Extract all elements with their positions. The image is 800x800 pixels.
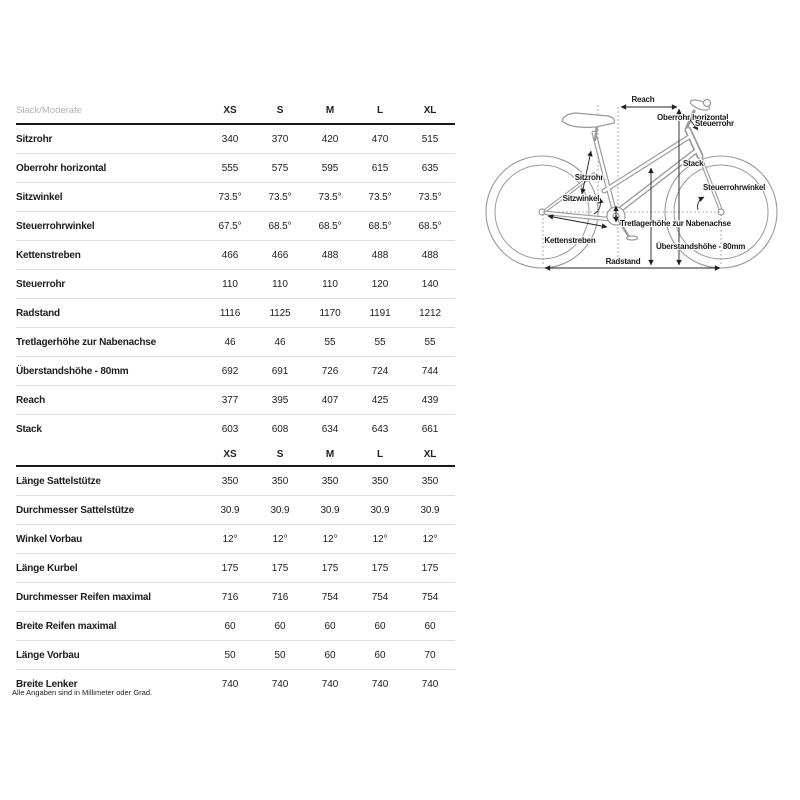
geometry-value: 12° <box>422 533 438 545</box>
geometry-value: 340 <box>221 133 239 145</box>
diagram-label-stack: Stack <box>683 159 704 168</box>
head-angle-arc <box>698 197 704 210</box>
geometry-row-label: Länge Vorbau <box>16 649 80 661</box>
geometry-value: 425 <box>371 394 389 406</box>
size-column-header: XL <box>423 448 437 460</box>
geometry-value: 377 <box>221 394 239 406</box>
table-row <box>16 270 455 299</box>
size-column-header: XS <box>223 104 237 116</box>
geometry-value: 515 <box>421 133 439 145</box>
size-column-header: L <box>376 448 383 460</box>
geometry-value: 55 <box>324 336 336 348</box>
geometry-value: 661 <box>421 423 439 435</box>
geometry-row-label: Tretlagerhöhe zur Nabenachse <box>16 336 157 348</box>
geometry-value: 73.5° <box>318 191 342 203</box>
geometry-value: 68.5° <box>368 220 392 232</box>
table-row <box>16 467 455 496</box>
geometry-value: 1125 <box>269 307 291 319</box>
geometry-value: 60 <box>374 620 386 632</box>
geometry-value: 716 <box>221 591 239 603</box>
geometry-value: 488 <box>371 249 389 261</box>
geometry-value: 634 <box>321 423 339 435</box>
geometry-value: 73.5° <box>418 191 442 203</box>
geometry-row-label: Durchmesser Sattelstütze <box>16 504 135 516</box>
geometry-value: 175 <box>321 562 339 574</box>
geometry-value: 46 <box>274 336 286 348</box>
geometry-value: 30.9 <box>270 504 290 516</box>
geometry-value: 1212 <box>419 307 441 319</box>
geometry-value: 691 <box>271 365 289 377</box>
geometry-value: 175 <box>271 562 289 574</box>
geometry-row-label: Sitzrohr <box>16 133 53 145</box>
geometry-value: 60 <box>324 620 336 632</box>
geometry-value: 73.5° <box>368 191 392 203</box>
diagram-label-headtube: Steuerrohr <box>695 119 734 128</box>
bike-frame <box>546 130 720 219</box>
geometry-value: 110 <box>222 278 238 290</box>
handlebar <box>689 98 711 112</box>
geometry-row-label: Steuerrohr <box>16 278 66 290</box>
geometry-row-label: Kettenstreben <box>16 249 81 261</box>
geometry-value: 420 <box>321 133 339 145</box>
geometry-value: 595 <box>321 162 339 174</box>
geometry-value: 67.5° <box>218 220 242 232</box>
table-row <box>16 583 455 612</box>
geometry-value: 740 <box>421 678 439 690</box>
geometry-row-label: Winkel Vorbau <box>16 533 83 545</box>
table-row <box>16 641 455 670</box>
geometry-value: 740 <box>221 678 239 690</box>
geometry-value: 740 <box>271 678 289 690</box>
geometry-value: 724 <box>371 365 389 377</box>
saddle <box>562 113 614 127</box>
geometry-value: 744 <box>421 365 439 377</box>
geometry-row-label: Radstand <box>16 307 60 319</box>
geometry-value: 140 <box>421 278 439 290</box>
geometry-row-label: Stack <box>16 423 42 435</box>
geometry-value: 50 <box>274 649 286 661</box>
geometry-value: 30.9 <box>220 504 240 516</box>
table-row <box>16 154 455 183</box>
geometry-value: 635 <box>421 162 439 174</box>
table-row <box>16 386 455 415</box>
geometry-value: 754 <box>421 591 439 603</box>
table-row <box>16 241 455 270</box>
geometry-value: 350 <box>221 475 239 487</box>
geometry-value: 73.5° <box>268 191 292 203</box>
diagram-label-wheelbase: Radstand <box>605 257 641 266</box>
geometry-value: 175 <box>371 562 389 574</box>
geometry-value: 30.9 <box>420 504 440 516</box>
geometry-value: 370 <box>271 133 289 145</box>
geometry-value: 466 <box>221 249 239 261</box>
table-row <box>16 299 455 328</box>
geometry-value: 350 <box>271 475 289 487</box>
geometry-row-label: Länge Sattelstütze <box>16 475 101 487</box>
geometry-value: 608 <box>271 423 289 435</box>
size-column-header: S <box>276 448 284 460</box>
geometry-row-label: Steuerrohrwinkel <box>16 220 95 232</box>
geometry-value: 488 <box>421 249 439 261</box>
diagram-label-seat-angle: Sitzwinkel <box>562 194 600 203</box>
table-header-label: Slack/Moderate <box>16 104 83 116</box>
geometry-value: 55 <box>374 336 386 348</box>
geometry-value: 716 <box>271 591 289 603</box>
geometry-value: 692 <box>221 365 239 377</box>
table-row <box>16 554 455 583</box>
diagram-label-chainstay: Kettenstreben <box>544 236 596 245</box>
geometry-value: 73.5° <box>218 191 242 203</box>
geometry-value: 110 <box>322 278 338 290</box>
geometry-value: 120 <box>371 278 389 290</box>
size-column-header: M <box>325 448 335 460</box>
geometry-value: 12° <box>222 533 238 545</box>
geometry-value: 70 <box>424 649 436 661</box>
size-column-header: XS <box>223 448 237 460</box>
geometry-value: 60 <box>424 620 436 632</box>
geometry-value: 555 <box>221 162 239 174</box>
geometry-value: 350 <box>321 475 339 487</box>
geometry-value: 407 <box>321 394 339 406</box>
geometry-value: 466 <box>271 249 289 261</box>
geometry-value: 603 <box>221 423 239 435</box>
diagram-label-headtube-angle: Steuerrohrwinkel <box>703 183 766 192</box>
geometry-value: 68.5° <box>318 220 342 232</box>
geometry-value: 726 <box>321 365 339 377</box>
table-row <box>16 212 455 241</box>
table-row <box>16 525 455 554</box>
size-column-header: M <box>325 104 335 116</box>
diagram-label-reach: Reach <box>631 95 655 104</box>
geometry-value: 60 <box>224 620 236 632</box>
geometry-row-label: Oberrohr horizontal <box>16 162 107 174</box>
geometry-value: 439 <box>421 394 439 406</box>
diagram-label-standover: Überstandshöhe - 80mm <box>656 242 746 251</box>
geometry-value: 350 <box>371 475 389 487</box>
table-row <box>16 183 455 212</box>
geometry-value: 68.5° <box>268 220 292 232</box>
table-row <box>16 612 455 641</box>
table-row <box>16 125 455 154</box>
geometry-value: 12° <box>322 533 338 545</box>
geometry-value: 643 <box>371 423 389 435</box>
geometry-value: 60 <box>374 649 386 661</box>
geometry-value: 12° <box>372 533 388 545</box>
geometry-value: 754 <box>321 591 339 603</box>
geometry-value: 395 <box>271 394 289 406</box>
diagram-label-seattube: Sitzrohr <box>574 173 604 182</box>
geometry-value: 55 <box>424 336 436 348</box>
geometry-row-label: Breite Reifen maximal <box>16 620 117 632</box>
geometry-value: 1116 <box>219 307 241 319</box>
geometry-value: 175 <box>221 562 239 574</box>
diagram-label-toptube-horizontal: Oberrohr horizontal <box>657 113 729 122</box>
units-footnote: Alle Angaben sind in Millimeter oder Grad. <box>12 688 153 697</box>
geometry-value: 740 <box>371 678 389 690</box>
table-row <box>16 328 455 357</box>
geometry-value: 575 <box>271 162 289 174</box>
bike-geometry-diagram <box>480 85 800 285</box>
geometry-row-label: Überstandshöhe - 80mm <box>16 365 129 377</box>
geometry-value: 12° <box>272 533 288 545</box>
geometry-value: 30.9 <box>320 504 340 516</box>
geometry-row-label: Reach <box>16 394 46 406</box>
geometry-value: 30.9 <box>370 504 390 516</box>
geometry-value: 615 <box>371 162 389 174</box>
table-row <box>16 357 455 386</box>
geometry-value: 60 <box>324 649 336 661</box>
pedal <box>627 236 638 240</box>
geometry-value: 754 <box>371 591 389 603</box>
geometry-value: 110 <box>272 278 288 290</box>
geometry-row-label: Durchmesser Reifen maximal <box>16 591 151 603</box>
geometry-value: 1191 <box>369 307 391 319</box>
geometry-value: 470 <box>371 133 389 145</box>
geometry-row-label: Sitzwinkel <box>16 191 63 203</box>
size-column-header: S <box>276 104 284 116</box>
geometry-value: 68.5° <box>418 220 442 232</box>
table-header-row <box>16 443 455 467</box>
geometry-row-label: Länge Kurbel <box>16 562 78 574</box>
geometry-value: 488 <box>321 249 339 261</box>
geometry-value: 175 <box>421 562 439 574</box>
geometry-row-label: Breite Lenker <box>16 678 78 690</box>
size-column-header: L <box>376 104 383 116</box>
geometry-value: 1170 <box>319 307 341 319</box>
geometry-value: 50 <box>224 649 236 661</box>
size-column-header: XL <box>423 104 437 116</box>
geometry-table <box>16 97 455 698</box>
geometry-value: 740 <box>321 678 339 690</box>
diagram-label-bb-height: Tretlagerhöhe zur Nabenachse <box>620 219 731 228</box>
table-row <box>16 415 455 443</box>
geometry-value: 350 <box>421 475 439 487</box>
geometry-value: 60 <box>274 620 286 632</box>
table-row <box>16 496 455 525</box>
table-header-row <box>16 97 455 125</box>
geometry-value: 46 <box>224 336 236 348</box>
